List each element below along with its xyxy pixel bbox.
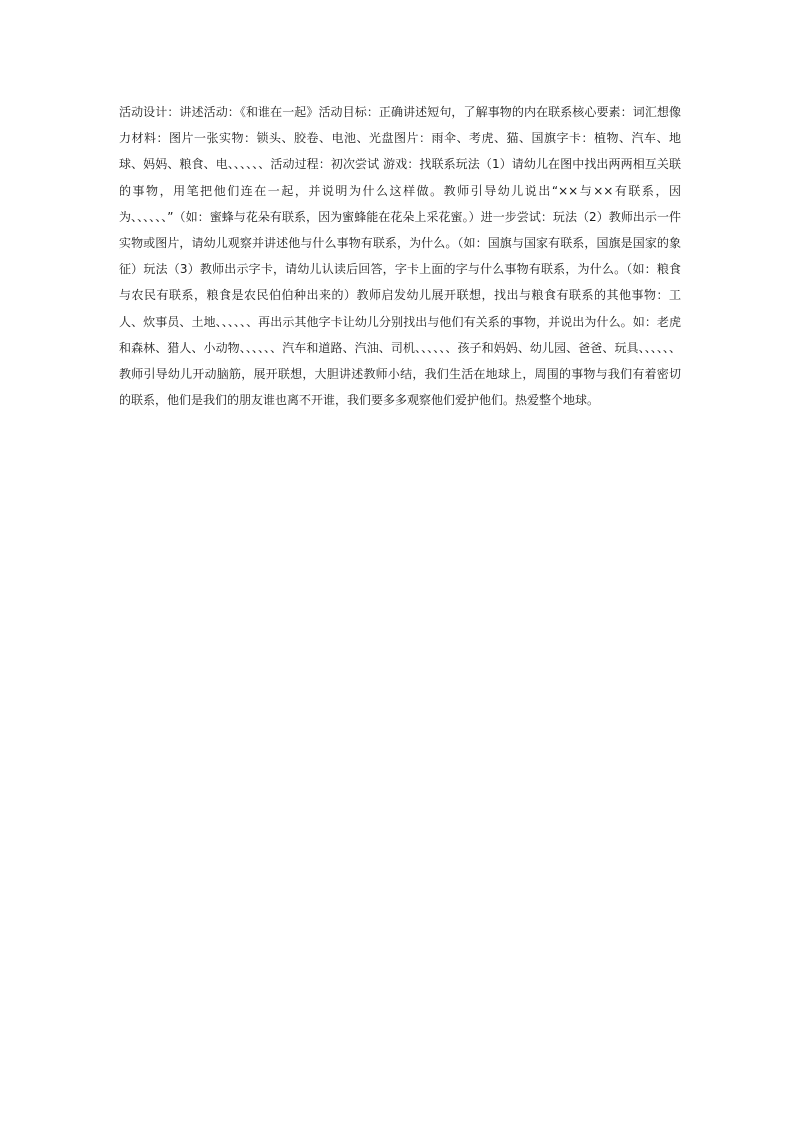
body-paragraph: 活动设计：讲述活动：《和谁在一起》活动目标：正确讲述短句，了解事物的内在联系核心要素：词汇想像力材料：图片一张实物：锁头、胶卷、电池、光盘图片：雨伞、考虎、猫、国旗字卡：植物、汽车、地球、妈妈、粮食、电、、、、、、活动过程：初次尝试 游戏：找联系玩法（1）请幼儿在图中找出两两相互关联的事物，用笔把他们连在一起，并说明为什么这样做。教师引导幼儿说出“××与××有联系，因为、、、、、、”（如：蜜蜂与花朵有联系，因为蜜蜂能在花朵上采花蜜。）进一步尝试：玩法（2）教师出示一件实物或图片，请幼儿观察并讲述他与什么事物有联系，为什么。（如：国旗与国家有联系，国旗是国家的象征）玩法（3）教师出示字卡，请幼儿认读后回答，字卡上面的字与什么事物有联系，为什么。（如：粮食与农民有联系，粮食是农民伯伯种出来的）教师启发幼儿展开联想，找出与粮食有联系的其他事物：工人、炊事员、土地、、、、、、再出示其他字卡让幼儿分别找出与他们有关系的事物，并说出为什么。如：老虎和森林、猎人、小动物、、、、、、汽车和道路、汽油、司机、、、、、、孩子和妈妈、幼儿园、爸爸、玩具、、、、、、教师引导幼儿开动脑筋，展开联想，大胆讲述教师小结，我们生活在地球上，周围的事物与我们有着密切的联系，他们是我们的朋友谁也离不开谁，我们要多多观察他们爱护他们。热爱整个地球。 xyxy=(119,105,681,408)
